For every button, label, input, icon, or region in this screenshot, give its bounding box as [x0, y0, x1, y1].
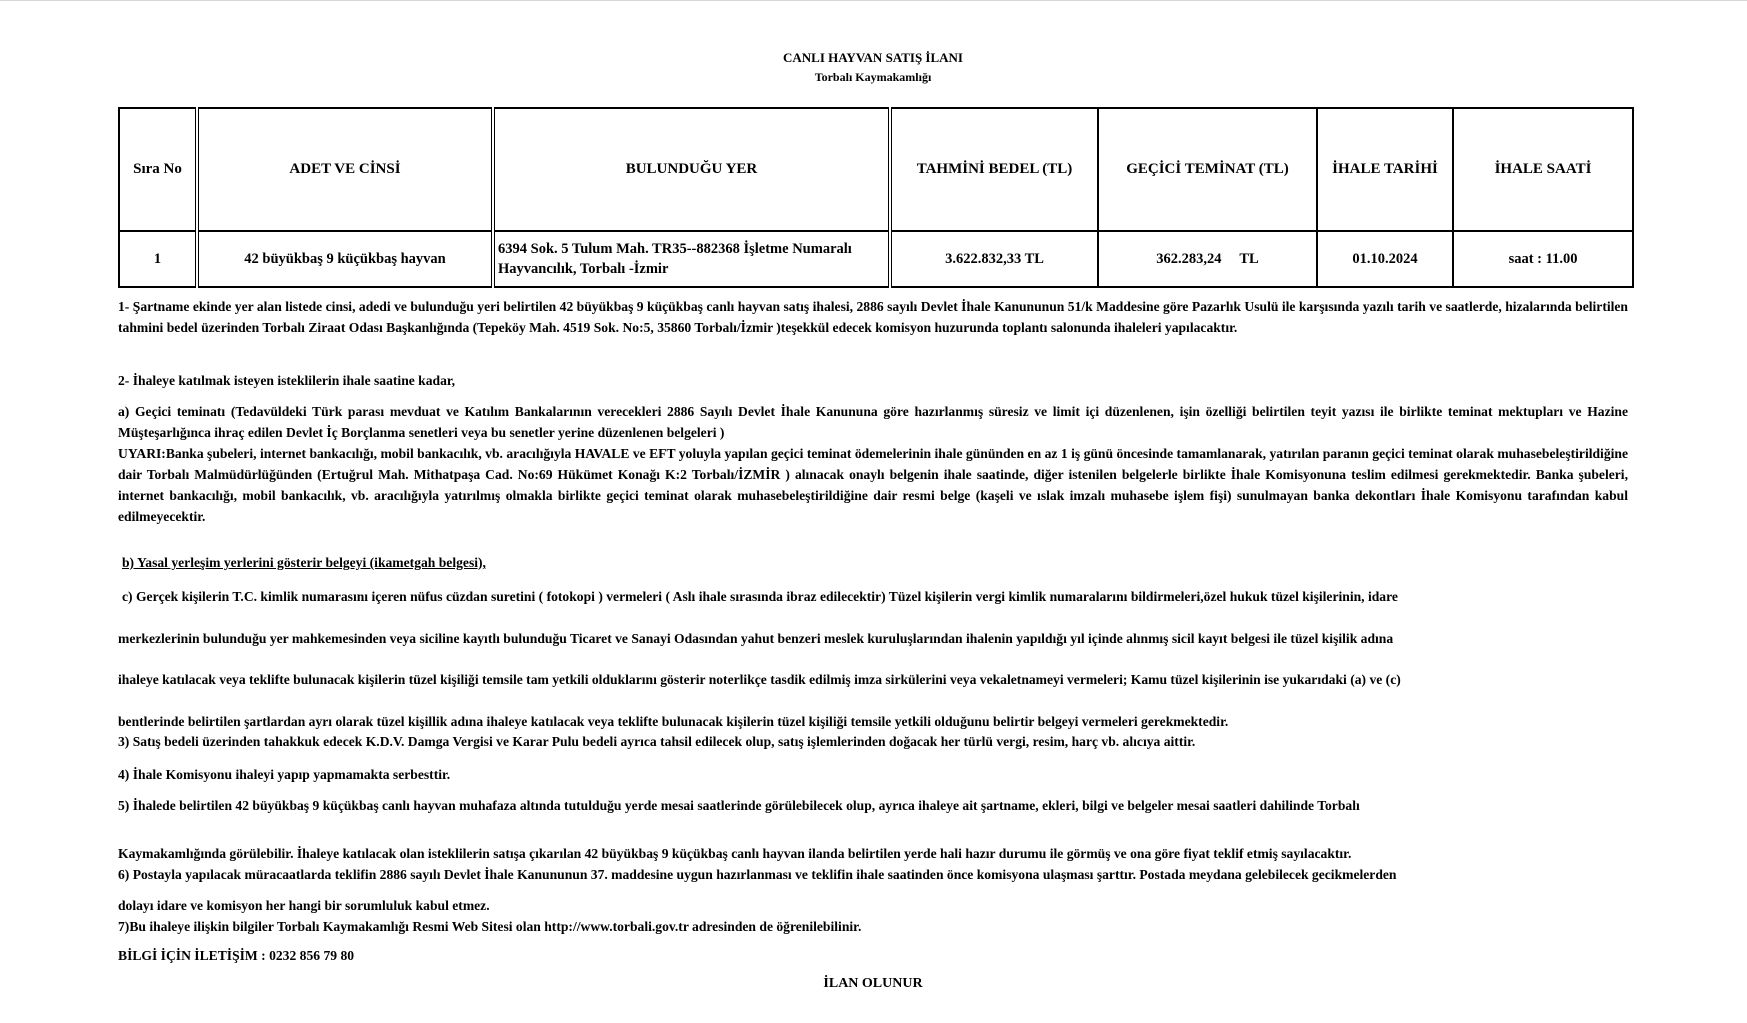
column-header: İHALE TARİHİ: [1317, 108, 1453, 231]
closing-line: İLAN OLUNUR: [823, 976, 923, 991]
paragraph-5-line2: Kaymakamlığında görülebilir. İhaleye katılacak olan isteklilerin satışa çıkarılan 42 büyükbaş 9 küçükbaş canlı hayvan ilanda belirtilen yerde hali hazır durumu ile görmüş ve ona göre fiyat teklif etmiş sayılacaktır.: [118, 846, 1352, 861]
column-header: TAHMİNİ BEDEL (TL): [890, 108, 1098, 231]
column-header: Sıra No: [119, 108, 197, 231]
paragraph-1: 1- Şartname ekinde yer alan listede cinsi, adedi ve bulunduğu yeri belirtilen 42 büyükbaş 9 küçükbaş canlı hayvan satış ihalesi, 2886 sayılı Devlet İhale Kanununun 51/k Maddesine göre Pazarlık Usulü ile karşısında yazılı tarih ve saatlerde, hizalarında belirtilen tahmini bedel üzerinden Torbalı Ziraat Odası Başkanlığında (Tepeköy Mah. 4519 Sok. No:5, 35860 Torbalı/İzmir )teşekkül edecek komisyon huzurunda toplantı salonunda ihaleleri yapılacaktır.: [118, 299, 1628, 335]
paragraph-4: 4) İhale Komisyonu ihaleyi yapıp yapmamakta serbesttir.: [118, 767, 451, 782]
paragraph-6-line2: dolayı idare ve komisyon her hangi bir sorumluluk kabul etmez.: [118, 898, 490, 913]
cell-teminat: 362.283,24 TL: [1098, 231, 1317, 287]
column-header: ADET VE CİNSİ: [197, 108, 493, 231]
column-header: İHALE SAATİ: [1453, 108, 1633, 231]
cell-tarih: 01.10.2024: [1317, 231, 1453, 287]
table-header-row: [119, 108, 1633, 231]
paragraph-2b: b) Yasal yerleşim yerlerini gösterir belgeyi (ikametgah belgesi),: [122, 555, 486, 570]
paragraph-7: 7)Bu ihaleye ilişkin bilgiler Torbalı Kaymakamlığı Resmi Web Sitesi olan http://www.torbali.gov.tr adresinden de öğrenilebilinir.: [118, 919, 862, 934]
cell-yer: 6394 Sok. 5 Tulum Mah. TR35--882368 İşletme Numaralı Hayvancılık, Torbalı -İzmir: [493, 231, 890, 287]
paragraph-2: 2- İhaleye katılmak isteyen isteklilerin ihale saatine kadar,: [118, 373, 456, 388]
column-header: BULUNDUĞU YER: [493, 108, 890, 231]
top-border: [0, 0, 1747, 1]
paragraph-3: 3) Satış bedeli üzerinden tahakkuk edecek K.D.V. Damga Vergisi ve Karar Pulu bedeli ayrıca tahsil edilecek olup, satış işlemlerinden doğacak her türlü vergi, resim, harç vb. alıcıya aittir.: [118, 734, 1196, 749]
paragraph-6-line1: 6) Postayla yapılacak müracaatlarda teklifin 2886 sayılı Devlet İhale Kanununun 37. maddesine uygun hazırlanması ve teklifin ihale saatinden önce komisyona ulaşması şarttır. Postada meydana gelebilecek gecikmelerden: [118, 867, 1397, 882]
paragraph-2c-line3: ihaleye katılacak veya teklifte bulunacak kişilerin tüzel kişiliği temsile tam yetkili olduklarını gösterir noterlikçe tasdik edilmiş imza sirkülerini veya vekaletnameyi vermeleri; Kamu tüzel kişilerinin ise yukarıdaki (a) ve (c): [118, 672, 1401, 687]
table-row: [119, 231, 1633, 287]
document-title: CANLI HAYVAN SATIŞ İLANI: [782, 50, 963, 65]
warning-paragraph: UYARI:Banka şubeleri, internet bankacılığı, mobil bankacılık, vb. aracılığıyla HAVALE ve EFT yoluyla yapılan geçici teminat ödemelerinin ihale gününden en az 1 iş günü öncesinde tamamlanarak, yatırılan paranın geçici teminat olarak muhasebeleştirildiğine dair Torbalı Malmüdürlüğünden (Ertuğrul Mah. Mithatpaşa Cad. No:69 Hükümet Konağı K:2 Torbalı/İZMİR ) alınacak onaylı belgenin ihale saatinde, diğer istenilen belgelerle birlikte İhale Komisyonuna teslim edilmesi gerekmektedir. Banka şubeleri, internet bankacılığı, mobil bankacılık, vb. aracılığıyla yatırılmış olmakla birlikte geçici teminat olarak muhasebeleştirildiğine dair resmi belge (kaşeli ve ıslak imzalı muhasebe işlem fişi) sunulmayan banka dekontları İhale Komisyonu tarafından kabul edilmeyecektir.: [118, 446, 1628, 524]
paragraph-2a: a) Geçici teminatı (Tedavüldeki Türk parası mevduat ve Katılım Bankalarının verecekleri 2886 Sayılı Devlet İhale Kanununa göre hazırlanmış süresiz ve limit içi düzenlenen, işin özelliği belirtilen teyit yazısı ile birlikte teminat mektupları ve Hazine Müşteşarlığınca ihraç edilen Devlet İç Borçlanma senetleri veya bu senetler yerine düzenlenen belgeleri ): [118, 404, 1628, 440]
column-header: GEÇİCİ TEMİNAT (TL): [1098, 108, 1317, 231]
cell-bedel: 3.622.832,33 TL: [890, 231, 1098, 287]
auction-table: [118, 107, 1634, 288]
cell-saat: saat : 11.00: [1453, 231, 1633, 287]
paragraph-2c-line4: bentlerinde belirtilen şartlardan ayrı olarak tüzel kişillik adına ihaleye katılacak veya teklifte bulunacak kişilerin tüzel kişiliği temsile yetkili olduğunu belirtir belgeyi vermeleri gerekmektedir.: [118, 714, 1229, 729]
document-subtitle: Torbalı Kaymakamlığı: [814, 70, 932, 84]
contact-line: BİLGİ İÇİN İLETİŞİM : 0232 856 79 80: [118, 948, 355, 963]
paragraph-2c-line1: c) Gerçek kişilerin T.C. kimlik numarasını içeren nüfus cüzdan suretini ( fotokopi ) vermeleri ( Aslı ihale sırasında ibraz edilecektir) Tüzel kişilerin vergi kimlik numaralarını bildirmeleri,özel hukuk tüzel kişilerinin, idare: [122, 589, 1398, 604]
cell-sira: 1: [119, 231, 197, 287]
paragraph-2c-line2: merkezlerinin bulunduğu yer mahkemesinden veya siciline kayıtlı bulunduğu Ticaret ve Sanayi Odasından yahut benzeri meslek kuruluşlarından ihalenin yapıldığı yıl içinde alınmış sicil kayıt belgesi ile tüzel kişilik adına: [118, 631, 1394, 646]
cell-adet: 42 büyükbaş 9 küçükbaş hayvan: [197, 231, 493, 287]
paragraph-5-line1: 5) İhalede belirtilen 42 büyükbaş 9 küçükbaş canlı hayvan muhafaza altında tutulduğu yerde mesai saatlerinde görülebilecek olup, ayrıca ihaleye ait şartname, ekleri, bilgi ve belgeler mesai saatleri dahilinde Torbalı: [118, 798, 1360, 813]
